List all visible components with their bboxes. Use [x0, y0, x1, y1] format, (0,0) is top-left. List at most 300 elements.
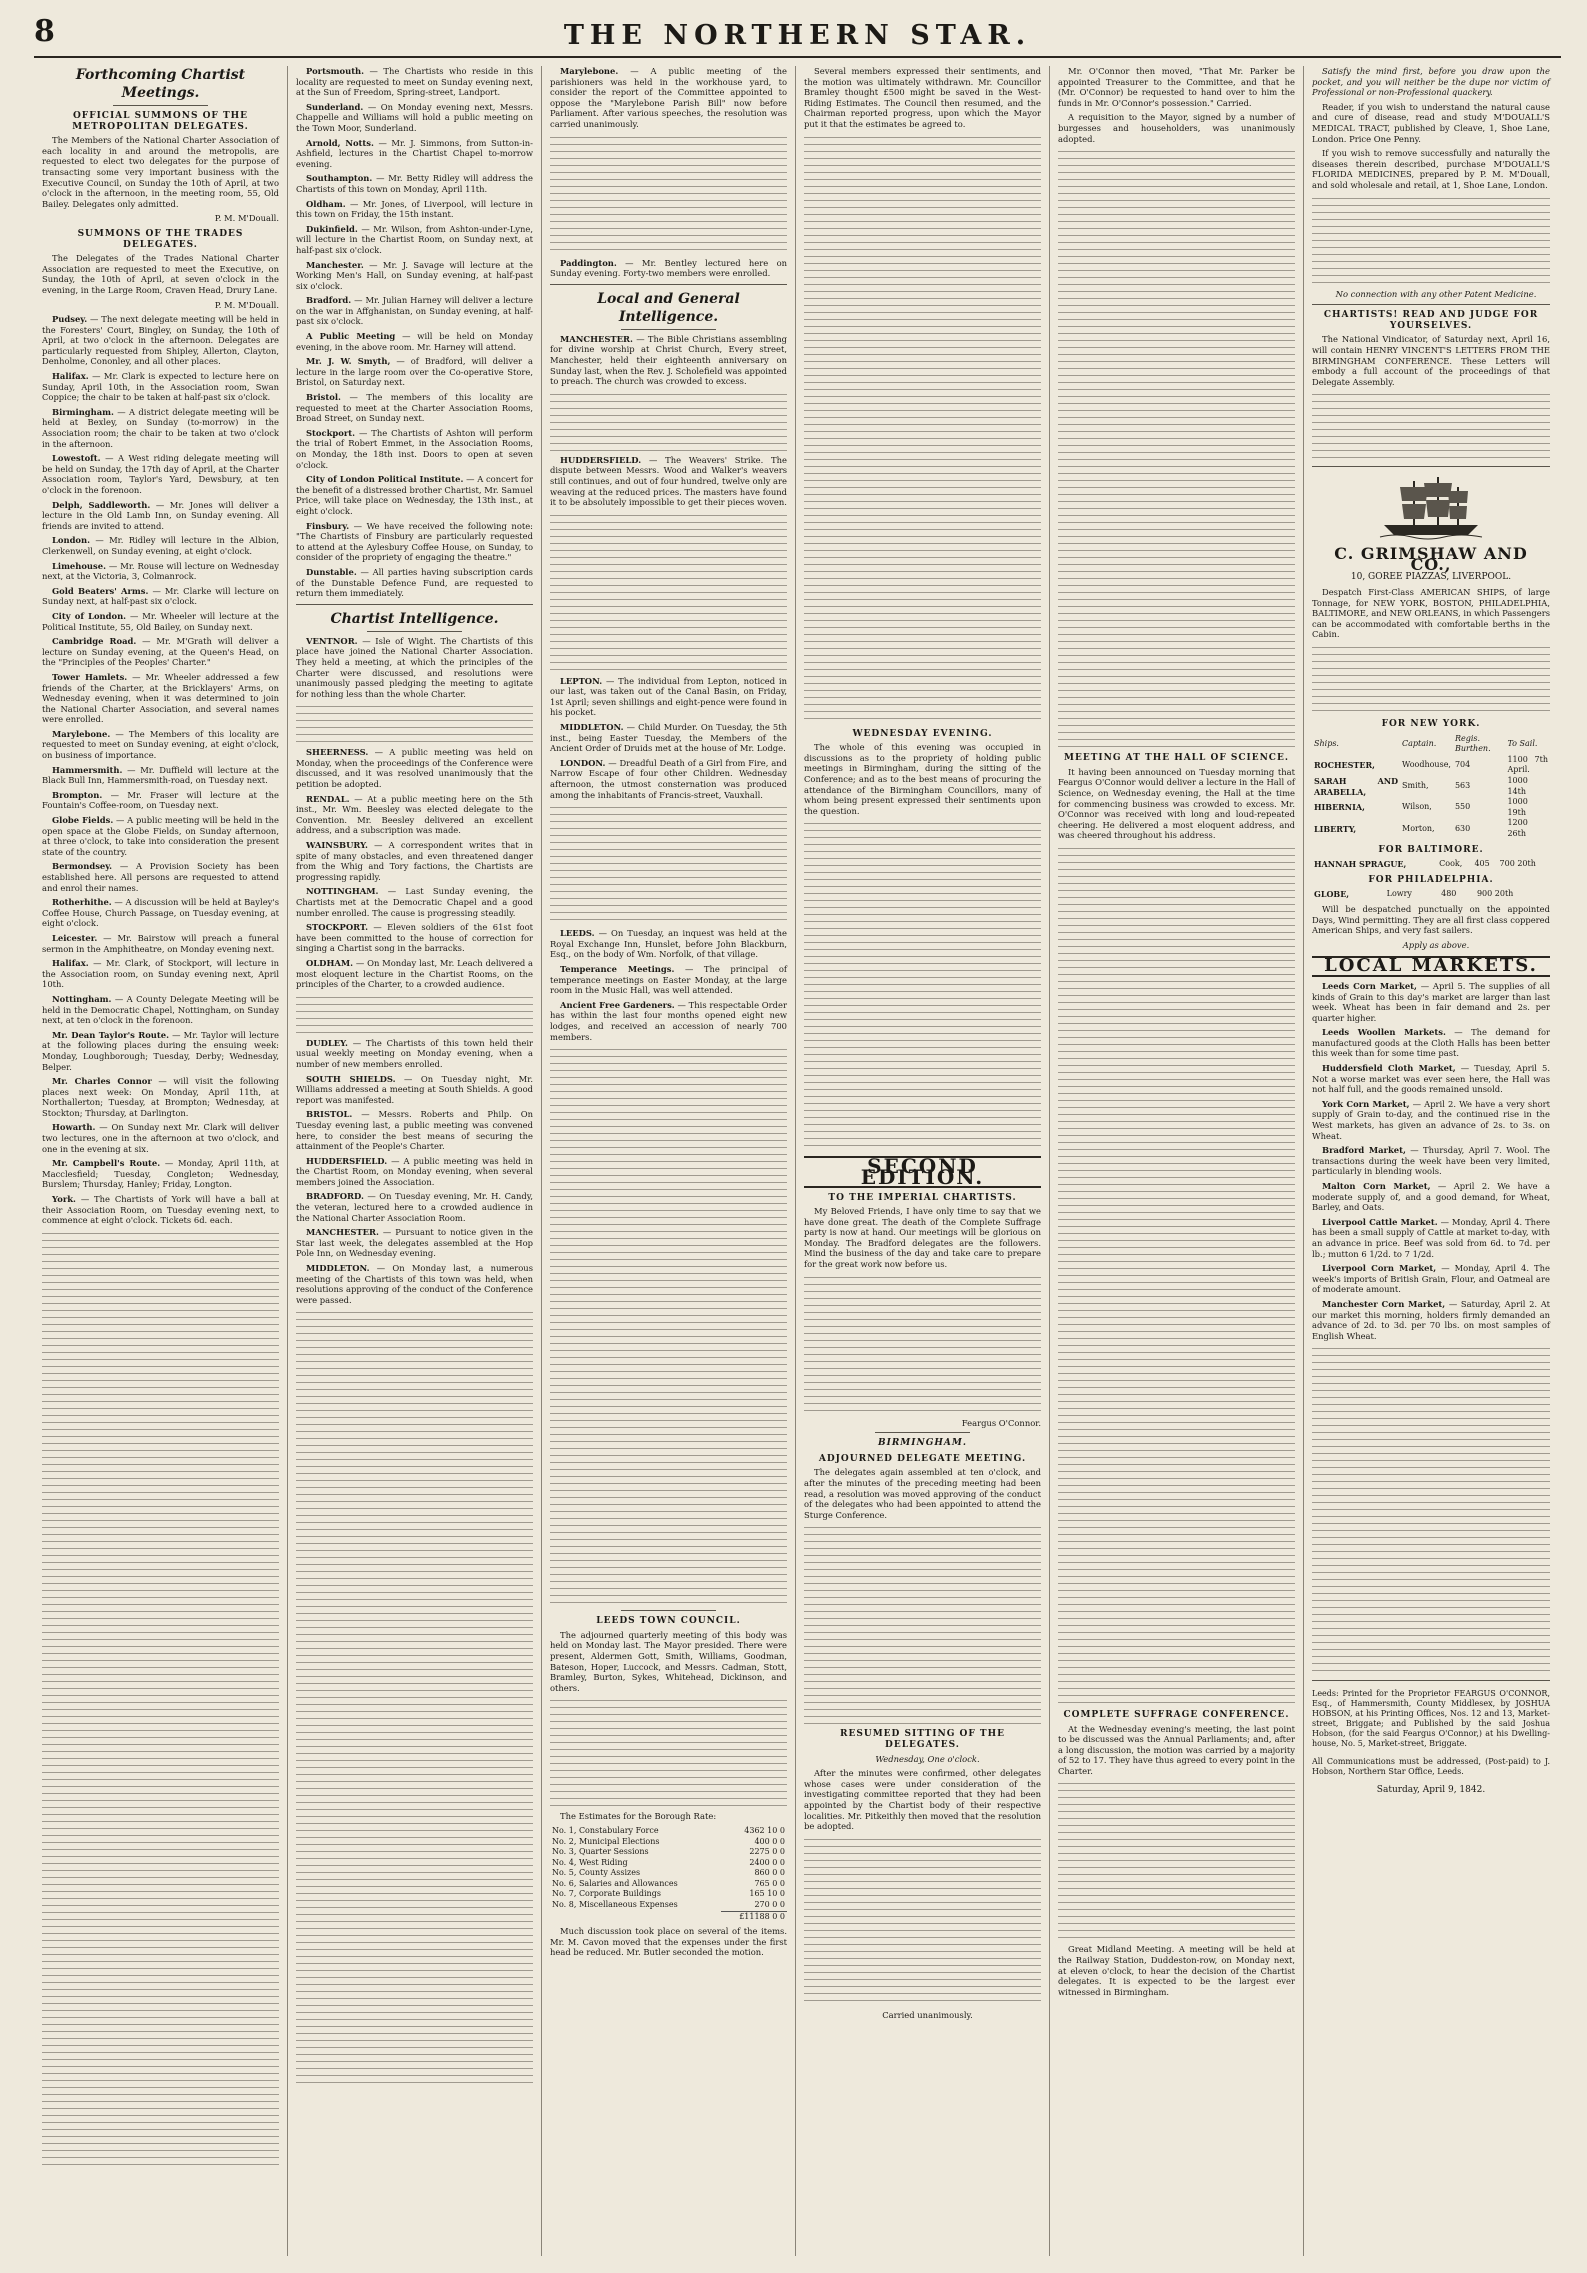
notice-place: WAINSBURY. [306, 840, 368, 851]
notice-place: Marylebone. [52, 728, 111, 739]
notice-place: LEPTON. [560, 675, 603, 686]
notice-place: Oldham. [306, 198, 346, 209]
text-block [296, 1309, 533, 2089]
notice-item: MIDDLETON. — On Monday last, a numerous meeting of the Chartists of this town was held, when resolutions approving of the conduct of the Conference were passed. [296, 1263, 534, 1305]
notice-place: SHEERNESS. [306, 747, 369, 758]
notice-place: Liverpool Corn Market, [1322, 1263, 1437, 1274]
notice-text: On Monday last, a numerous meeting of the Chartists of this town was held, when resolutions approving of the conduct of the Conference were passed. [296, 1263, 534, 1305]
notice-text: Mr. Betty Ridley will address the Chartists of this town on Monday, April 11th. [296, 173, 534, 194]
signature: P. M. M'Douall. [214, 299, 279, 310]
estimate-amount: 860 0 0 [754, 1868, 785, 1878]
council-continued: Several members expressed their sentiments, and the motion was ultimately withdrawn. Mr. Councillor Bramley thought £500 might be saved in the West-Riding Estimates. The Council then resumed, and the Chairman reported progress, upon which the Mayor put it that the estimates be agreed to. [804, 66, 1041, 129]
notice-item: Mr. Charles Connor — will visit the following places next week: On Monday, April 11th, at Northallerton; Tuesday, at Brompton; Wednesday, at Stockton; Thursday, at Darlington. [42, 1076, 279, 1118]
schedule-cell: 563 [1454, 781, 1471, 791]
divider [1312, 304, 1550, 305]
section-head-meetings: Forthcoming Chartist Meetings. [75, 67, 246, 101]
notice-item: RENDAL. — At a public meeting here on the 5th inst., Mr. Wm. Beesley was elected delegate to the Convention. Mr. Beesley delivered an excellent address, and a subscription was made. [296, 793, 534, 836]
notice-item: Gold Beaters' Arms. — Mr. Clarke will lecture on Sunday next, at half-past six o'clock. [42, 585, 280, 607]
notice-text: Mr. Duffield will lecture at the Black Bull Inn, Hammersmith-road, on Tuesday next. [42, 764, 279, 786]
divider [621, 1610, 716, 1611]
notice-item: LONDON. — Dreadful Death of a Girl from Fire, and Narrow Escape of four other Children. Wednesday afternoon, the utmost consternation was produced among the inhabitants of Francis-street, Vauxhall. [550, 757, 787, 800]
notice-place: London. [52, 535, 91, 546]
suffrage-head: COMPLETE SUFFRAGE CONFERENCE. [1063, 1709, 1290, 1720]
schedule-column-header: Regis. Burthen. [1454, 733, 1491, 754]
notice-item: DUDLEY. — The Chartists of this town held their usual weekly meeting on Monday evening, when a number of new members enrolled. [296, 1037, 534, 1069]
table-row [1312, 797, 1550, 818]
notice-item: MANCHESTER. — The Bible Christians assembling for divine worship at Christ Church, Every street, Manchester, held their eighteenth anniversary on Sunday last, when the Rev. J. Scholefield was appointed to preach. The church was crowded to excess. [550, 333, 787, 387]
intelligence-reports [296, 636, 533, 1306]
notice-text: We have received the following note: "The Chartists of Finsbury are particularly requested to attend at the Aylesbury Coffee House, on Sunday, to consider of the propriety of engaging the theatre." [296, 520, 534, 563]
notice-place: Mr. Dean Taylor's Route. [52, 1029, 170, 1040]
notice-text: On Monday last, Mr. Leach delivered a most eloquent lecture in the Chartist Rooms, on the principles of the Charter, to a crowded audience. [296, 957, 534, 990]
notice-place: Leicester. [52, 932, 98, 943]
dispatch-note: Will be despatched punctually on the appointed Days, Wind permitting. They are all first class coppered American Ships, and very fast sailers. [1312, 903, 1550, 936]
notice-place: NOTTINGHAM. [306, 886, 379, 897]
chartists-head: CHARTISTS! READ AND JUDGE FOR YOURSELVES. [1323, 310, 1539, 331]
notice-text: will be held on Monday evening, in the above room. Mr. Harney will attend. [296, 331, 533, 352]
divider [1312, 466, 1550, 467]
notice-place: Manchester. [306, 259, 364, 270]
estimate-amount: 4362 10 0 [744, 1825, 785, 1835]
masthead [34, 14, 1561, 58]
schedule-cell: Woodhouse, [1402, 760, 1451, 770]
divider [296, 604, 533, 605]
notice-place: Dunstable. [306, 566, 357, 577]
text-block [1058, 845, 1295, 1705]
estimate-item: No. 8, Miscellaneous Expenses [552, 1900, 678, 1910]
estimates-table [550, 1826, 787, 1922]
estimate-item: No. 1, Constabulary Force [552, 1825, 659, 1835]
trades-summons-text: The Delegates of the Trades National Charter Association are requested to meet the Executive, on Sunday, the 10th of April, at seven o'clock in the evening, in the Large Room, Craven Head, Drury Lane. [42, 253, 279, 295]
notice-place: Southampton. [306, 173, 373, 184]
notice-text: Mr. Fraser will lecture at the Fountain's Coffee-room, on Tuesday next. [42, 789, 279, 811]
notice-item: Cambridge Road. — Mr. M'Grath will deliver a lecture on Sunday evening, at the Queen's Head, on the "Principles of the Peoples' Charter." [42, 636, 280, 668]
table-row [550, 1900, 787, 1911]
notice-text: Mr. Ridley will lecture in the Albion, Clerkenwell, on Sunday evening, at eight o'clock. [42, 535, 279, 556]
notice-place: BRISTOL. [306, 1109, 353, 1120]
philadelphia-head: FOR PHILADELPHIA. [1368, 874, 1494, 885]
notice-item: Stockport. — The Chartists of Ashton will perform the trial of Robert Emmet, in the Association Rooms, on Monday, the 18th inst. Doors to open at seven o'clock. [296, 427, 533, 470]
divider [367, 631, 462, 632]
notice-text: Mr. Clark, of Stockport, will lecture in the Association room, on Sunday evening next, April 10th. [42, 958, 280, 990]
text-block [550, 134, 787, 254]
schedule-cell: Lowry [1386, 889, 1412, 899]
notice-place: City of London Political Institute. [306, 474, 464, 485]
notice-text: A discussion will be held at Bayley's Coffee House, Church Passage, on Tuesday evening, at eight o'clock. [42, 897, 279, 929]
text-block [550, 804, 787, 924]
wednesday-head: WEDNESDAY EVENING. [852, 728, 993, 739]
notice-item: Brompton. — Mr. Fraser will lecture at the Fountain's Coffee-room, on Tuesday next. [42, 789, 279, 811]
local-reports [550, 334, 787, 1042]
divider [621, 329, 716, 330]
meeting-notices [42, 314, 279, 1226]
notice-item: Leeds Corn Market, — April 5. The supplies of all kinds of Grain to this day's market are larger than last week. Wheat has been in fair demand and 2s. per quarter higher. [1312, 980, 1551, 1023]
table-row [550, 1847, 787, 1858]
page-number: 8 [34, 14, 55, 49]
notice-item: Bradford. — Mr. Julian Harney will deliver a lecture on the war in Affghanistan, on Sunday evening, at half-past six o'clock. [296, 295, 533, 327]
notice-place: Stockport. [306, 427, 356, 438]
notice-item: Limehouse. — Mr. Rouse will lecture on Wednesday next, at the Victoria, 3, Colmanrock. [42, 560, 279, 582]
notice-text: A public meeting was held in the Chartist Room, on Monday evening, when several members joined the Association. [296, 1155, 533, 1187]
notice-item: Mr. J. W. Smyth, — of Bradford, will deliver a lecture in the large room over the Co-operative Store, Bristol, on Saturday next. [296, 356, 534, 388]
table-row [550, 1889, 787, 1900]
notice-text: April 2. We have a very short supply of Grain to-day, and the continued rise in the West markets, has given an advance of 2s. to 3s. on Wheat. [1312, 1098, 1550, 1141]
meeting-notices [296, 66, 533, 599]
notice-text: A Provision Society has been established here. All persons are requested to attend and enrol their names. [42, 861, 279, 893]
notice-item: Temperance Meetings. — The principal of temperance meetings on Easter Monday, at the large room in the Music Hall, was well attended. [550, 964, 787, 996]
notice-text: On Tuesday evening, Mr. H. Candy, the veteran, lectured here to a crowded audience in the National Charter Association Room. [296, 1191, 534, 1223]
notice-place: Bristol. [306, 392, 341, 403]
notice-item: Southampton. — Mr. Betty Ridley will address the Chartists of this town on Monday, April 11th. [296, 173, 534, 194]
estimate-amount: 765 0 0 [754, 1878, 785, 1888]
shipping-ad-title: C. GRIMSHAW AND CO., [1334, 544, 1528, 574]
notice-place: OLDHAM. [306, 957, 354, 968]
notice-text: On Monday evening next, Messrs. Chappelle and Williams will hold a public meeting on the Town Moor, Sunderland. [296, 101, 534, 133]
table-row [1312, 859, 1550, 870]
notice-item: City of London. — Mr. Wheeler will lecture at the Political Institute, 55, Old Bailey, on Sunday next. [42, 610, 279, 632]
notice-text: The members of this locality are requested to meet at the Charter Association Rooms, Broad Street, on Sunday next. [296, 392, 533, 424]
notice-place: Liverpool Cattle Market. [1322, 1216, 1438, 1227]
notice-text: All parties having subscription cards of the Dunstable Defence Fund, are requested to return them immediately. [296, 566, 533, 599]
notice-text: Mr. Taylor will lecture at the following places during the ensuing week: Monday, Loughborough; Tuesday, Derby; Wednesday, Belper. [42, 1029, 279, 1072]
birmingham-head: BIRMINGHAM. [878, 1438, 967, 1449]
notice-item: Arnold, Notts. — Mr. J. Simmons, from Sutton-in-Ashfield, lectures in the Chartist Chapel to-morrow evening. [296, 137, 533, 169]
notice-place: Halifax. [52, 371, 89, 382]
schedule-cell: Smith, [1402, 781, 1429, 791]
estimate-item: No. 6, Salaries and Allowances [552, 1878, 678, 1888]
notice-place: Hammersmith. [52, 764, 123, 775]
notice-text: Monday, April 11th, at Macclesfield; Tuesday, Congleton; Wednesday, Burslem; Thursday, Hanley; Friday, Longton. [42, 1158, 280, 1190]
text-block [42, 1230, 279, 2170]
imprint-2: All Communications must be addressed, (Post-paid) to J. Hobson, Northern Star Office, Leeds. [1312, 1757, 1550, 1777]
apply-note: Apply as above. [1402, 939, 1470, 950]
notice-item: MIDDLETON. — Child Murder. On Tuesday, the 5th inst., being Easter Tuesday, the Members of the Ancient Order of Druids met at the house of Mr. Lodge. [550, 722, 788, 754]
text-block [804, 134, 1041, 724]
notice-text: Child Murder. On Tuesday, the 5th inst., being Easter Tuesday, the Members of the Ancient Order of Druids met at the house of Mr. Lodge. [550, 722, 788, 754]
notice-text: Mr. Wilson, from Ashton-under-Lyne, will lecture in the Chartist Room, on Sunday next, at half-past six o'clock. [296, 223, 533, 255]
notice-place: Leeds Corn Market, [1322, 980, 1417, 991]
imprint: Leeds: Printed for the Proprietor FEARGUS O'CONNOR, Esq., of Hammersmith, County Middlesex, by JOSHUA HOBSON, at his Printing Offices, Nos. 12 and 13, Market-street, Briggate; and Published by the said Joshua Hobson, (for the said Feargus O'Connor,) at his Dwelling-house, No. 5, Market-street, Briggate. [1312, 1689, 1550, 1749]
schedule-cell: GLOBE, [1314, 889, 1350, 900]
column-3 [542, 66, 796, 2256]
carried: Carried unanimously. [882, 2009, 973, 2020]
schedule-cell: 1100 7th April. [1507, 754, 1548, 775]
notice-item: BRISTOL. — Messrs. Roberts and Philp. On Tuesday evening last, a public meeting was convened here, to consider the best means of securing the attainment of the People's Charter. [296, 1109, 533, 1152]
notice-item: Birmingham. — A district delegate meeting will be held at Bexley, on Sunday (to-morrow) in the Association room; the chair to be taken at two o'clock in the afternoon. [42, 406, 280, 449]
notice-text: This respectable Order has within the last four months opened eight new lodges, and received an accession of nearly 700 members. [550, 999, 787, 1042]
market-reports [1312, 981, 1550, 1341]
reader-ad: Reader, if you wish to understand the natural cause and cure of disease, read and study M'DOUALL'S MEDICAL TRACT, published by Cleave, 1, Shoe Lane, London. Price One Penny. [1312, 101, 1550, 144]
notice-place: SOUTH SHIELDS. [306, 1073, 396, 1084]
notice-place: Tower Hamlets. [52, 671, 128, 682]
adjourned-head: ADJOURNED DELEGATE MEETING. [818, 1453, 1027, 1464]
notice-item: WAINSBURY. — A correspondent writes that in spite of many obstacles, and even threatened danger from the Whig and Tory factions, the Chartists are progressing rapidly. [296, 840, 533, 882]
schedule-cell: ROCHESTER, [1314, 760, 1375, 771]
estimates-total: £11188 0 0 [721, 1911, 787, 1922]
new-york-schedule [1312, 734, 1550, 840]
notice-place: Leeds Woollen Markets. [1322, 1027, 1446, 1038]
section-head-intelligence: Chartist Intelligence. [330, 610, 499, 627]
resumed-head: RESUMED SITTING OF THE DELEGATES. [840, 1729, 1005, 1750]
notice-place: LONDON. [560, 757, 606, 768]
notice-place: Brompton. [52, 789, 103, 800]
notice-text: On Sunday next Mr. Clark will deliver two lectures, one in the afternoon at two o'clock, and one in the evening at six. [42, 1122, 279, 1154]
estimate-item: No. 5, County Assizes [552, 1868, 641, 1878]
notice-text: On Tuesday, an inquest was held at the Royal Exchange Inn, Hunslet, before John Blackburn, Esq., on the body of Wm. Norfolk, of that village. [550, 928, 787, 960]
notice-item: Paddington. — Mr. Bentley lectured here on Sunday evening. Forty-two members were enrolled. [550, 257, 788, 279]
notice-item: NOTTINGHAM. — Last Sunday evening, the Chartists met at the Democratic Chapel and a good number enrolled. The cause is progressing steadily. [296, 886, 533, 918]
notice-place: Bermondsey. [52, 861, 113, 872]
notice-place: MANCHESTER. [560, 333, 633, 344]
notice-place: Manchester Corn Market, [1322, 1298, 1446, 1309]
divider [113, 105, 208, 106]
adjourned-text: The delegates again assembled at ten o'clock, and after the minutes of the preceding meeting had been read, a resolution was moved approving of the conduct of the delegates who had been appointed to attend the Sturge Conference. [804, 1467, 1041, 1520]
text-block [296, 703, 533, 743]
notice-item: Ancient Free Gardeners. — This respectable Order has within the last four months opened eight new lodges, and received an accession of nearly 700 members. [550, 999, 787, 1042]
treasurer-text: Mr. O'Connor then moved, "That Mr. Parker be appointed Treasurer to the Committee, and that he (Mr. O'Connor) be requested to hand over to him the funds in Mr. O'Connor's possession." Carried. [1058, 66, 1295, 108]
notice-item: Howarth. — On Sunday next Mr. Clark will deliver two lectures, one in the afternoon at two o'clock, and one in the evening at six. [42, 1122, 279, 1154]
notice-item: Portsmouth. — The Chartists who reside in this locality are requested to meet on Sunday evening next, at the Sun of Freedom, Spring-street, Landport. [296, 66, 534, 98]
notice-item: Oldham. — Mr. Jones, of Liverpool, will lecture in this town on Friday, the 15th instant. [296, 198, 534, 220]
text-block [1058, 148, 1295, 748]
schedule-column-header: Captain. [1402, 738, 1437, 748]
schedule-cell: 704 [1454, 760, 1471, 770]
notice-item: Mr. Dean Taylor's Route. — Mr. Taylor will lecture at the following places during the ensuing week: Monday, Loughborough; Tuesday, Derby; Wednesday, Belper. [42, 1029, 279, 1072]
table-row [1312, 818, 1550, 839]
table-row [550, 1826, 787, 1837]
notice-place: Cambridge Road. [52, 636, 137, 647]
estimate-item: No. 2, Municipal Elections [552, 1836, 660, 1846]
notice-item: Tower Hamlets. — Mr. Wheeler addressed a few friends of the Charter, at the Bricklayers' Arms, on Wednesday evening, when it was determined to join the National Charter Association, and several names were enrolled. [42, 671, 280, 725]
official-summons-head: OFFICIAL SUMMONS OF THE METROPOLITAN DELEGATES. [72, 111, 249, 132]
chartists-text: The National Vindicator, of Saturday next, April 16, will contain HENRY VINCENT'S LETTERS FROM THE BIRMINGHAM CONFERENCE. These Letters will embody a full account of the proceedings of that Delegate Assembly. [1312, 334, 1550, 387]
schedule-cell: 1200 26th [1507, 818, 1528, 838]
issue-date: Saturday, April 9, 1842. [1376, 1785, 1486, 1796]
notice-place: BRADFORD. [306, 1191, 364, 1202]
notice-item: STOCKPORT. — Eleven soldiers of the 61st foot have been committed to the house of correction for singing a Chartist song in the barracks. [296, 922, 534, 954]
notice-text: Mr. Wheeler addressed a few friends of the Charter, at the Bricklayers' Arms, on Wednesday evening, when it was determined to join the National Charter Association, and several names were enrolled. [42, 671, 280, 725]
notice-text: Tuesday, April 5. Not a worse market was ever seen here, the Hall was not half full, and the goods remained unsold. [1312, 1063, 1551, 1095]
notice-place: Arnold, Notts. [306, 137, 374, 148]
divider [1312, 1680, 1550, 1681]
notice-place: DUDLEY. [306, 1037, 348, 1048]
estimate-amount: 270 0 0 [754, 1900, 785, 1910]
notice-text: The Members of this locality are requested to meet on Sunday evening, at eight o'clock, on business of importance. [42, 728, 279, 761]
notice-text: The demand for manufactured goods at the Cloth Halls has been better this week than for some time past. [1312, 1027, 1550, 1059]
hall-text: It having been announced on Tuesday morning that Feargus O'Connor would deliver a lecture in the Hall of Science, on Wednesday evening, the Hall at the time for commencing business was crowded to excess. Mr. O'Connor was received with long and loud-repeated cheering. He delivered a most eloquent address, and was cheered throughout his address. [1058, 766, 1295, 841]
table-row [550, 1879, 787, 1890]
notice-item: Manchester Corn Market, — Saturday, April 2. At our market this morning, holders firmly demanded an advance of 2d. to 3d. per 70 lbs. on most samples of English Wheat. [1312, 1298, 1551, 1341]
council-head: LEEDS TOWN COUNCIL. [596, 1616, 741, 1627]
notice-place: Lowestoft. [52, 453, 101, 464]
notice-text: A concert for the benefit of a distressed brother Chartist, Mr. Samuel Price, will take place on Wednesday, the 13th inst., at eight o'clock. [296, 474, 533, 516]
notice-item: OLDHAM. — On Monday last, Mr. Leach delivered a most eloquent lecture in the Chartist Rooms, on the principles of the Charter, to a crowded audience. [296, 957, 534, 990]
notice-item: SOUTH SHIELDS. — On Tuesday night, Mr. Williams addressed a meeting at South Shields. A good report was manifested. [296, 1073, 533, 1105]
signature: Feargus O'Connor. [961, 1417, 1041, 1428]
column-2 [288, 66, 542, 2256]
text-block [1058, 1780, 1295, 1940]
baltimore-head: FOR BALTIMORE. [1378, 844, 1484, 855]
schedule-cell: Morton, [1402, 823, 1435, 833]
schedule-cell: Cook, [1439, 859, 1463, 869]
notice-item: LEPTON. — The individual from Lepton, noticed in our last, was taken out of the Canal Basin, on Friday, 1st April; seven shillings and eight-pence were found in his pocket. [550, 675, 788, 718]
notice-text: The next delegate meeting will be held in the Foresters' Court, Bingley, on Sunday, the 10th of April, at two o'clock in the afternoon. Delegates are particularly requested from Shipley, Allerton, Clayton, Denholme, Cononley, and all other places. [42, 314, 279, 367]
notice-text: will visit the following places next week: On Monday, April 11th, at Northallerton; Tuesday, at Brompton; Wednesday, at Stockton; Thursday, at Darlington. [42, 1076, 279, 1118]
text-block [550, 512, 787, 672]
notice-place: Halifax. [52, 958, 89, 969]
schedule-cell: HIBERNIA, [1314, 802, 1365, 813]
estimate-item: No. 4, West Riding [552, 1857, 628, 1867]
notice-text: A County Delegate Meeting will be held in the Democratic Chapel, Nottingham, on Sunday next, at ten o'clock in the forenoon. [42, 993, 279, 1026]
column-4 [796, 66, 1050, 2256]
notice-text: Pursuant to notice given in the Star last week, the delegates assembled at the Hop Pole Inn, on Wednesday evening. [296, 1227, 533, 1259]
notice-text: The Chartists who reside in this locality are requested to meet on Sunday evening next, at the Sun of Freedom, Spring-street, Landport. [296, 66, 534, 98]
notice-place: Temperance Meetings. [560, 964, 675, 974]
text-block [1312, 195, 1550, 285]
notice-text: Dreadful Death of a Girl from Fire, and Narrow Escape of four other Children. Wednesday afternoon, the utmost consternation was produced among the inhabitants of Francis-street, Vauxhall. [550, 757, 787, 800]
notice-item: Dukinfield. — Mr. Wilson, from Ashton-under-Lyne, will lecture in the Chartist Room, on Sunday next, at half-past six o'clock. [296, 223, 533, 255]
notice-text: A public meeting was held on Monday, when the proceedings of the Conference were discussed, and it was resolved unanimously that the petition be adopted. [296, 747, 534, 790]
notice-place: Nottingham. [52, 993, 112, 1004]
notice-text: Mr. M'Grath will deliver a lecture on Sunday evening, at the Queen's Head, on the "Principles of the Peoples' Charter." [42, 636, 280, 668]
notice-item: Bristol. — The members of this locality are requested to meet at the Charter Association Rooms, Broad Street, on Sunday next. [296, 392, 533, 424]
notice-item: York. — The Chartists of York will have a ball at their Association Room, on Tuesday evening next, to commence at eight o'clock. Tickets 6d. each. [42, 1194, 279, 1226]
notice-item: Delph, Saddleworth. — Mr. Jones will deliver a lecture in the Old Lamb Inn, on Sunday evening. All friends are invited to attend. [42, 499, 280, 531]
table-row [550, 1858, 787, 1869]
notice-text: of Bradford, will deliver a lecture in the large room over the Co-operative Store, Bristol, on Saturday next. [296, 356, 534, 388]
table-row [1312, 889, 1550, 900]
notice-text: Mr. J. Savage will lecture at the Working Men's Hall, on Sunday evening, at half-past six o'clock. [296, 259, 533, 291]
schedule-cell: HANNAH SPRAGUE, [1314, 859, 1407, 870]
estimate-item: No. 3, Quarter Sessions [552, 1847, 649, 1857]
notice-place: Mr. J. W. Smyth, [306, 356, 391, 367]
columns [34, 66, 1561, 2256]
notice-text: A public meeting of the parishioners was held in the workhouse yard, to consider the report of the Committee appointed to oppose the "Marylebone Parish Bill" now before Parliament. After various speeches, the resolution was carried unanimously. [550, 66, 788, 129]
schedule-cell: LIBERTY, [1314, 823, 1357, 834]
notice-text: Mr. Rouse will lecture on Wednesday next, at the Victoria, 3, Colmanrock. [42, 560, 279, 582]
notice-item: City of London Political Institute. — A concert for the benefit of a distressed brother Chartist, Mr. Samuel Price, will take place on Wednesday, the 13th inst., at eight o'clock. [296, 474, 533, 516]
notice-item: VENTNOR. — Isle of Wight. The Chartists of this place have joined the National Charter Association. They held a meeting, at which the principles of the Charter were discussed, and resolutions were unanimously passed pledging the meeting to agitate for nothing less than the whole Charter. [296, 635, 533, 699]
divider [875, 1432, 970, 1433]
notice-place: Ancient Free Gardeners. [560, 999, 675, 1010]
notice-text: Mr. Julian Harney will deliver a lecture on the war in Affghanistan, on Sunday evening, at half-past six o'clock. [296, 295, 533, 327]
schedule-cell: SARAH AND ARABELLA, [1314, 776, 1399, 797]
notice-item: Dunstable. — All parties having subscription cards of the Dunstable Defence Fund, are requested to return them immediately. [296, 566, 533, 599]
notice-place: Bradford. [306, 295, 352, 306]
column-5 [1050, 66, 1304, 2256]
notice-place: MANCHESTER. [306, 1227, 379, 1238]
wednesday-text: The whole of this evening was occupied in discussions as to the propriety of holding public meetings in Birmingham, during the sitting of the Conference; and as to the best means of procuring the attendance of the Birmingham Councillors, many of whom being present expressed their sentiments upon the question. [804, 742, 1041, 816]
notice-place: Limehouse. [52, 560, 106, 571]
estimate-amount: 2400 0 0 [749, 1857, 785, 1867]
midland-text: Great Midland Meeting. A meeting will be held at the Railway Station, Duddeston-row, on Monday next, at eleven o'clock, to hear the decision of the Chartist delegates. It is expected to be the largest ever witnessed in Birmingham. [1058, 1944, 1295, 1997]
notice-text: The Chartists of this town held their usual weekly meeting on Monday evening, when a number of new members enrolled. [296, 1037, 534, 1069]
notice-place: City of London. [52, 610, 127, 621]
notice-place: Birmingham. [52, 406, 114, 417]
notice-item: Bermondsey. — A Provision Society has been established here. All persons are requested to attend and enrol their names. [42, 861, 279, 893]
notice-item: Bradford Market, — Thursday, April 7. Wool. The transactions during the week have been very limited, particularly in blending wools. [1312, 1145, 1551, 1177]
table-row [1312, 776, 1550, 797]
quackery-note: Satisfy the mind first, before you draw upon the pocket, and you will neither be the dupe nor victim of Professional or non-Professional quackery. [1312, 66, 1550, 98]
notice-item: Nottingham. — A County Delegate Meeting will be held in the Democratic Chapel, Nottingham, on Sunday next, at ten o'clock in the forenoon. [42, 993, 279, 1026]
notice-place: MIDDLETON. [306, 1263, 370, 1274]
text-block [550, 1697, 787, 1807]
notice-place: Bradford Market, [1322, 1145, 1406, 1156]
ship-illustration-icon [1376, 473, 1486, 543]
schedule-cell: 550 [1454, 802, 1471, 812]
notice-text: The principal of temperance meetings on Easter Monday, at the large room in the Music Hall, was well attended. [550, 964, 787, 996]
schedule-column-header: To Sail. [1507, 738, 1538, 748]
notice-place: Mr. Charles Connor [52, 1076, 152, 1087]
schedule-cell: 1000 19th [1507, 797, 1528, 817]
notice-item: Pudsey. — The next delegate meeting will be held in the Foresters' Court, Bingley, on Sunday, the 10th of April, at two o'clock in the afternoon. Delegates are particularly requested from Shipley, Allerton, Clayton, Denholme, Cononley, and all other places. [42, 314, 279, 367]
notice-text: Mr. Bairstow will preach a funeral sermon in the Amphitheatre, on Monday evening next. [42, 932, 280, 954]
notice-text: Saturday, April 2. At our market this morning, holders firmly demanded an advance of 2d. to 3d. per 70 lbs. on most samples of English Wheat. [1312, 1298, 1551, 1341]
notice-item: Marylebone. — The Members of this locality are requested to meet on Sunday evening, at eight o'clock, on business of importance. [42, 728, 279, 761]
notice-place: RENDAL. [306, 793, 350, 804]
notice-item: SHEERNESS. — A public meeting was held on Monday, when the proceedings of the Conference were discussed, and it was resolved unanimously that the petition be adopted. [296, 747, 534, 790]
estimate-item: No. 7, Corporate Buildings [552, 1889, 661, 1899]
notice-text: Mr. J. Simmons, from Sutton-in-Ashfield, lectures in the Chartist Chapel to-morrow evening. [296, 137, 533, 169]
schedule-cell: 1000 14th [1507, 776, 1528, 796]
notice-text: Last Sunday evening, the Chartists met at the Democratic Chapel and a good number enrolled. The cause is progressing steadily. [296, 886, 533, 918]
schedule-column-header: Ships. [1314, 738, 1339, 748]
notice-place: Dukinfield. [306, 223, 358, 234]
notice-item: Lowestoft. — A West riding delegate meeting will be held on Sunday, the 17th day of April, at the Charter Association room, Taylor's Yard, Dewsbury, at ten o'clock in the forenoon. [42, 453, 279, 495]
notice-text: April 5. The supplies of all kinds of Grain to this day's market are larger than last week. Wheat has been in fair demand and 2s. per quarter higher. [1312, 980, 1551, 1023]
notice-text: Eleven soldiers of the 61st foot have been committed to the house of correction for singing a Chartist song in the barracks. [296, 922, 534, 954]
notice-text: On Tuesday night, Mr. Williams addressed a meeting at South Shields. A good report was manifested. [296, 1073, 533, 1105]
notice-item: HUDDERSFIELD. — A public meeting was held in the Chartist Room, on Monday evening, when several members joined the Association. [296, 1155, 533, 1187]
text-block [804, 820, 1041, 1150]
imperial-chartists-text: My Beloved Friends, I have only time to say that we have done great. The death of the Complete Suffrage party is now at hand. Our meetings will be glorious on Monday. The Bradford delegates are the followers. Mind the business of the day and take care to prepare for the great work now before us. [804, 1206, 1041, 1270]
notice-place: HUDDERSFIELD. [560, 454, 642, 465]
notice-place: Pudsey. [52, 314, 88, 325]
schedule-cell: 630 [1454, 823, 1471, 833]
notice-item: Halifax. — Mr. Clark is expected to lecture here on Sunday, April 10th, in the Association room, Swan Coppice; the chair to be taken at half-past six o'clock. [42, 371, 279, 403]
notice-text: The Weavers' Strike. The dispute between Messrs. Wood and Walker's weavers still continues, and out of four hundred, twelve only are weaving at the reduced prices. The masters have found it to be absolutely impossible to get their pieces woven. [550, 454, 787, 508]
signature: P. M. M'Douall. [214, 213, 279, 224]
notice-text: The Chartists of Ashton will perform the trial of Robert Emmet, in the Association Rooms, on Monday, the 18th inst. Doors to open at seven o'clock. [296, 427, 533, 470]
notice-item: Halifax. — Mr. Clark, of Stockport, will lecture in the Association room, on Sunday evening next, April 10th. [42, 958, 280, 990]
notice-place: Globe Fields. [52, 815, 114, 826]
notice-text: Monday, April 4. There has been a small supply of Cattle at market to-day, with an advance in price. Beef was sold from 6d. to 7d. per lb.; mutton 6 1/2d. to 7 1/2d. [1312, 1216, 1550, 1259]
hall-head: MEETING AT THE HALL OF SCIENCE. [1064, 753, 1289, 764]
notice-text: At a public meeting here on the 5th inst., Mr. Wm. Beesley was elected delegate to the Convention. Mr. Beesley delivered an excellent address, and a subscription was made. [296, 793, 534, 836]
schedule-cell: 480 [1441, 889, 1457, 899]
text-block [1312, 1345, 1550, 1675]
notice-text: Mr. Jones, of Liverpool, will lecture in this town on Friday, the 15th instant. [296, 198, 534, 220]
notice-place: York. [52, 1194, 76, 1205]
notice-place: Mr. Campbell's Route. [52, 1158, 161, 1169]
notice-place: MIDDLETON. [560, 722, 624, 733]
notice-item: LEEDS. — On Tuesday, an inquest was held at the Royal Exchange Inn, Hunslet, before John Blackburn, Esq., on the body of Wm. Norfolk, of that village. [550, 928, 787, 960]
notice-place: Marylebone. [560, 66, 619, 76]
notice-place: Gold Beaters' Arms. [52, 585, 149, 596]
schedule-cell: 900 20th [1476, 889, 1514, 899]
column-6 [1304, 66, 1558, 2256]
notice-text: Isle of Wight. The Chartists of this place have joined the National Charter Association. They held a meeting, at which the principles of the Charter were discussed, and resolutions were unanimously passed pledging the meeting to agitate for nothing less than the whole Charter. [296, 635, 533, 699]
text-block [296, 994, 533, 1034]
table-row [1312, 755, 1550, 776]
notice-item: Leicester. — Mr. Bairstow will preach a funeral sermon in the Amphitheatre, on Monday evening next. [42, 932, 280, 954]
text-block [550, 1046, 787, 1606]
paper-title: THE NORTHERN STAR. [563, 19, 1032, 51]
notice-item: MANCHESTER. — Pursuant to notice given in the Star last week, the delegates assembled at the Hop Pole Inn, on Wednesday evening. [296, 1227, 533, 1259]
local-markets-head: LOCAL MARKETS. [1312, 956, 1550, 977]
reader-ad-2: If you wish to remove successfully and naturally the diseases therein described, purchase M'DOUALL'S FLORIDA MEDICINES, prepared by P. M. M'Douall, and sold wholesale and retail, at 1, Shoe Lane, London. [1312, 148, 1550, 190]
notice-place: Delph, Saddleworth. [52, 499, 151, 510]
